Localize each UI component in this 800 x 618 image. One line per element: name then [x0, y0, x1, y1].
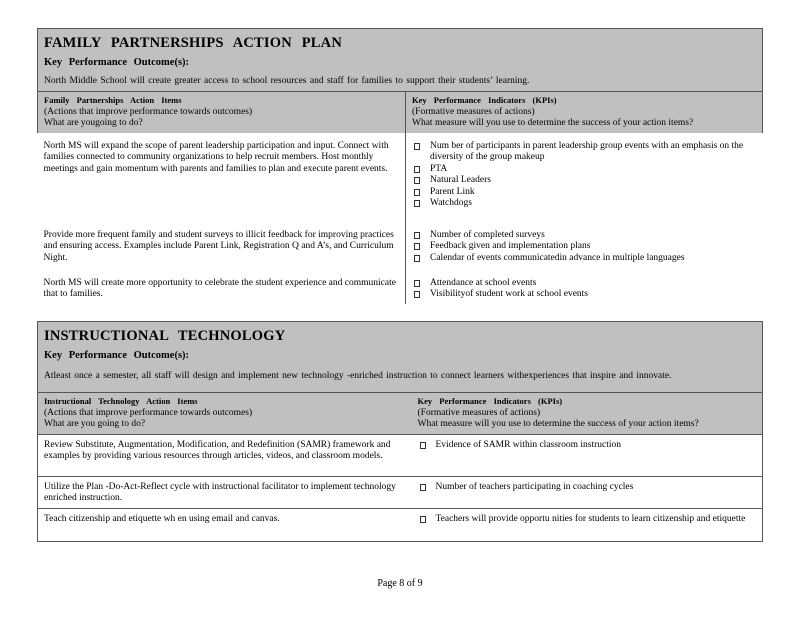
- action-cell: Review Substitute, Augmentation, Modification, and Redefinition (SAMR) framework and examples by providing various resources through articles, videos, and classroom models.: [38, 434, 412, 476]
- checkbox-icon: [414, 243, 420, 250]
- left-header-cell: [38, 92, 406, 133]
- action-cell: Provide more frequent family and student surveys to illicit feedback for improving practices and ensuring access. Examples include Parent Link, Registration Q and A’s, and Curriculum Night.: [38, 224, 406, 273]
- list-item: Number of completed surveys: [412, 230, 757, 242]
- list-item: Calendar of events communicatedin advance in multiple languages: [412, 253, 757, 265]
- right-header-title: Key Performance Indicators (KPIs): [412, 95, 557, 105]
- kpi-cell: [412, 476, 763, 508]
- instructional-technology-section: [37, 321, 763, 559]
- list-item: Number of teachers participating in coaching cycles: [418, 482, 757, 494]
- list-item: Teachers will provide opportu nities for students to learn citizenship and etiquette: [418, 514, 757, 526]
- right-header-subtitle: (Formative measures of actions): [412, 106, 535, 117]
- kpo-label: Key Performance Outcome(s):: [44, 350, 190, 361]
- left-header-subtitle: (Actions that improve performance towards outcomes): [44, 407, 253, 418]
- action-table: [37, 91, 763, 304]
- outcome-text: North Middle School will create greater access to school resources and staff for families to support their students’ learning.: [44, 76, 530, 86]
- kpi-cell: [406, 224, 763, 273]
- checkbox-icon: [420, 484, 426, 491]
- kpo-label: Key Performance Outcome(s):: [44, 57, 190, 68]
- action-cell: North MS will expand the scope of parent leadership participation and input. Connect with families connected to community organizations to help recruit members. Host monthly meetings and gain momentum with parents and families to plan and execute parent events.: [38, 133, 406, 224]
- action-table: [37, 392, 763, 542]
- list-item: Feedback given and implementation plans: [412, 241, 757, 253]
- family-partnerships-section: [37, 28, 763, 309]
- action-cell: North MS will create more opportunity to celebrate the student experience and communicate that to families.: [38, 273, 406, 304]
- list-item: Visibilityof student work at school events: [412, 289, 757, 301]
- checkbox-icon: [414, 177, 420, 184]
- list-item: Natural Leaders: [412, 175, 757, 187]
- table-row: [38, 476, 763, 508]
- section-header: [37, 28, 763, 91]
- right-header-cell: [406, 92, 763, 133]
- left-header-title: Family Partnerships Action Items: [44, 95, 182, 105]
- section-title: FAMILY PARTNERSHIPS ACTION PLAN: [44, 35, 343, 51]
- right-header-subtitle: (Formative measures of actions): [417, 407, 541, 418]
- left-header-question: What are yougoing to do?: [44, 118, 143, 128]
- checkbox-icon: [414, 200, 420, 207]
- list-item: Parent Link: [412, 187, 757, 199]
- left-header-title: Instructional Technology Action Items: [44, 396, 198, 406]
- left-header-subtitle: (Actions that improve performance towards outcomes): [44, 106, 253, 117]
- section-header: [37, 321, 763, 392]
- right-header-title: Key Performance Indicators (KPIs): [417, 396, 563, 406]
- table-row: [38, 273, 763, 304]
- checkbox-icon: [414, 232, 420, 239]
- table-row: [38, 224, 763, 273]
- page-number: Page 8 of 9: [377, 578, 423, 589]
- right-header-question: What measure will you use to determine the success of your action items?: [412, 118, 694, 128]
- list-item: Attendance at school events: [412, 278, 757, 290]
- table-header-row: [38, 92, 763, 133]
- table-row: [38, 133, 763, 224]
- checkbox-icon: [414, 166, 420, 173]
- kpi-cell: [412, 434, 763, 476]
- list-item: Watchdogs: [412, 198, 757, 210]
- left-header-question: What are you going to do?: [44, 419, 146, 429]
- checkbox-icon: [414, 280, 420, 287]
- section-title: INSTRUCTIONAL TECHNOLOGY: [44, 328, 286, 344]
- table-header-row: [38, 393, 763, 435]
- checkbox-icon: [414, 143, 420, 150]
- action-cell: Utilize the Plan -Do-Act-Reflect cycle with instructional facilitator to implement technology enriched instruction.: [38, 476, 412, 508]
- right-header-question: What measure will you use to determine the success of your action items?: [417, 419, 699, 429]
- kpi-cell: [406, 273, 763, 304]
- outcome-text: Atleast once a semester, all staff will design and implement new technology -enriched instruction to connect learners withexperiences that inspire and innovate.: [44, 371, 672, 381]
- list-item: Evidence of SAMR within classroom instruction: [418, 440, 757, 452]
- list-item: Num ber of participants in parent leadership group events with an emphasis on the diversity of the group makeup: [412, 141, 757, 164]
- checkbox-icon: [414, 189, 420, 196]
- checkbox-icon: [420, 442, 426, 449]
- left-header-cell: [38, 393, 412, 435]
- table-row: [38, 434, 763, 476]
- checkbox-icon: [420, 516, 426, 523]
- right-header-cell: [412, 393, 763, 435]
- checkbox-icon: [414, 255, 420, 262]
- checkbox-icon: [414, 291, 420, 298]
- list-item: PTA: [412, 164, 757, 176]
- kpi-cell: [406, 133, 763, 224]
- action-cell: Teach citizenship and etiquette wh en using email and canvas.: [38, 508, 412, 541]
- kpi-cell: [412, 508, 763, 541]
- table-row: [38, 508, 763, 541]
